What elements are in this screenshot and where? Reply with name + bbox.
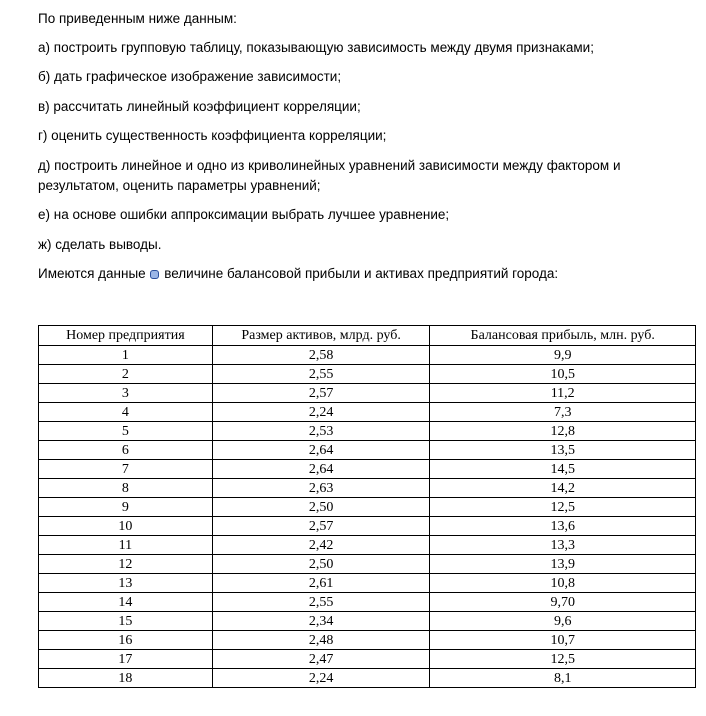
cell-balance-profit: 9,9 (430, 346, 696, 365)
cell-assets-size: 2,50 (212, 555, 430, 574)
cell-enterprise-number: 4 (39, 403, 213, 422)
cell-assets-size: 2,42 (212, 536, 430, 555)
cell-balance-profit: 7,3 (430, 403, 696, 422)
cell-balance-profit: 10,7 (430, 631, 696, 650)
data-intro-after: величине балансовой прибыли и активах предприятий города: (164, 266, 559, 281)
cell-assets-size: 2,50 (212, 498, 430, 517)
cell-enterprise-number: 10 (39, 517, 213, 536)
cell-balance-profit: 11,2 (430, 384, 696, 403)
data-intro-before: Имеются данные (38, 266, 146, 281)
task-f: е) на основе ошибки аппроксимации выбрать лучшее уравнение; (38, 207, 450, 222)
cell-balance-profit: 10,5 (430, 365, 696, 384)
cell-assets-size: 2,63 (212, 479, 430, 498)
task-d: г) оценить существенность коэффициента корреляции; (38, 128, 387, 143)
cell-enterprise-number: 14 (39, 593, 213, 612)
enterprise-data-table (38, 325, 696, 688)
cell-enterprise-number: 6 (39, 441, 213, 460)
table-row (39, 536, 696, 555)
cell-enterprise-number: 13 (39, 574, 213, 593)
cell-balance-profit: 12,8 (430, 422, 696, 441)
table-row (39, 498, 696, 517)
cell-assets-size: 2,57 (212, 384, 430, 403)
cell-enterprise-number: 16 (39, 631, 213, 650)
table-row (39, 612, 696, 631)
cell-balance-profit: 12,5 (430, 650, 696, 669)
edit-marker-icon (150, 270, 159, 279)
cell-balance-profit: 8,1 (430, 669, 696, 688)
task-g: ж) сделать выводы. (38, 237, 162, 252)
task-c: в) рассчитать линейный коэффициент корреляции; (38, 99, 361, 114)
cell-assets-size: 2,55 (212, 593, 430, 612)
cell-assets-size: 2,57 (212, 517, 430, 536)
table-row (39, 403, 696, 422)
task-a: а) построить групповую таблицу, показывающую зависимость между двумя признаками; (38, 40, 594, 55)
table-row (39, 384, 696, 403)
table-row (39, 574, 696, 593)
cell-balance-profit: 9,6 (430, 612, 696, 631)
cell-enterprise-number: 2 (39, 365, 213, 384)
cell-assets-size: 2,24 (212, 403, 430, 422)
table-row (39, 441, 696, 460)
table-row (39, 669, 696, 688)
cell-balance-profit: 10,8 (430, 574, 696, 593)
cell-assets-size: 2,47 (212, 650, 430, 669)
cell-balance-profit: 14,5 (430, 460, 696, 479)
table-row (39, 593, 696, 612)
table-row (39, 517, 696, 536)
task-b: б) дать графическое изображение зависимости; (38, 69, 342, 84)
table-row (39, 365, 696, 384)
cell-balance-profit: 12,5 (430, 498, 696, 517)
cell-assets-size: 2,24 (212, 669, 430, 688)
cell-assets-size: 2,48 (212, 631, 430, 650)
table-header-row (39, 326, 696, 346)
cell-balance-profit: 14,2 (430, 479, 696, 498)
header-assets-size: Размер активов, млрд. руб. (212, 326, 430, 346)
table-row (39, 555, 696, 574)
cell-balance-profit: 13,3 (430, 536, 696, 555)
cell-enterprise-number: 7 (39, 460, 213, 479)
cell-enterprise-number: 12 (39, 555, 213, 574)
table-row (39, 631, 696, 650)
cell-assets-size: 2,64 (212, 441, 430, 460)
task-e: д) построить линейное и одно из криволинейных уравнений зависимости между фактором и результатом, оценить параметры уравнений; (38, 158, 621, 193)
header-enterprise-number: Номер предприятия (39, 326, 213, 346)
cell-enterprise-number: 8 (39, 479, 213, 498)
cell-enterprise-number: 15 (39, 612, 213, 631)
header-balance-profit: Балансовая прибыль, млн. руб. (430, 326, 696, 346)
cell-assets-size: 2,34 (212, 612, 430, 631)
cell-enterprise-number: 5 (39, 422, 213, 441)
table-row (39, 346, 696, 365)
table-row (39, 650, 696, 669)
cell-balance-profit: 9,70 (430, 593, 696, 612)
table-row (39, 479, 696, 498)
cell-enterprise-number: 18 (39, 669, 213, 688)
cell-balance-profit: 13,5 (430, 441, 696, 460)
cell-assets-size: 2,64 (212, 460, 430, 479)
cell-balance-profit: 13,6 (430, 517, 696, 536)
cell-assets-size: 2,55 (212, 365, 430, 384)
cell-balance-profit: 13,9 (430, 555, 696, 574)
cell-enterprise-number: 17 (39, 650, 213, 669)
table-row (39, 422, 696, 441)
cell-assets-size: 2,53 (212, 422, 430, 441)
cell-enterprise-number: 3 (39, 384, 213, 403)
table-row (39, 460, 696, 479)
data-intro (38, 264, 558, 284)
cell-assets-size: 2,61 (212, 574, 430, 593)
cell-enterprise-number: 11 (39, 536, 213, 555)
cell-enterprise-number: 9 (39, 498, 213, 517)
cell-assets-size: 2,58 (212, 346, 430, 365)
cell-enterprise-number: 1 (39, 346, 213, 365)
intro-text: По приведенным ниже данным: (38, 11, 237, 26)
